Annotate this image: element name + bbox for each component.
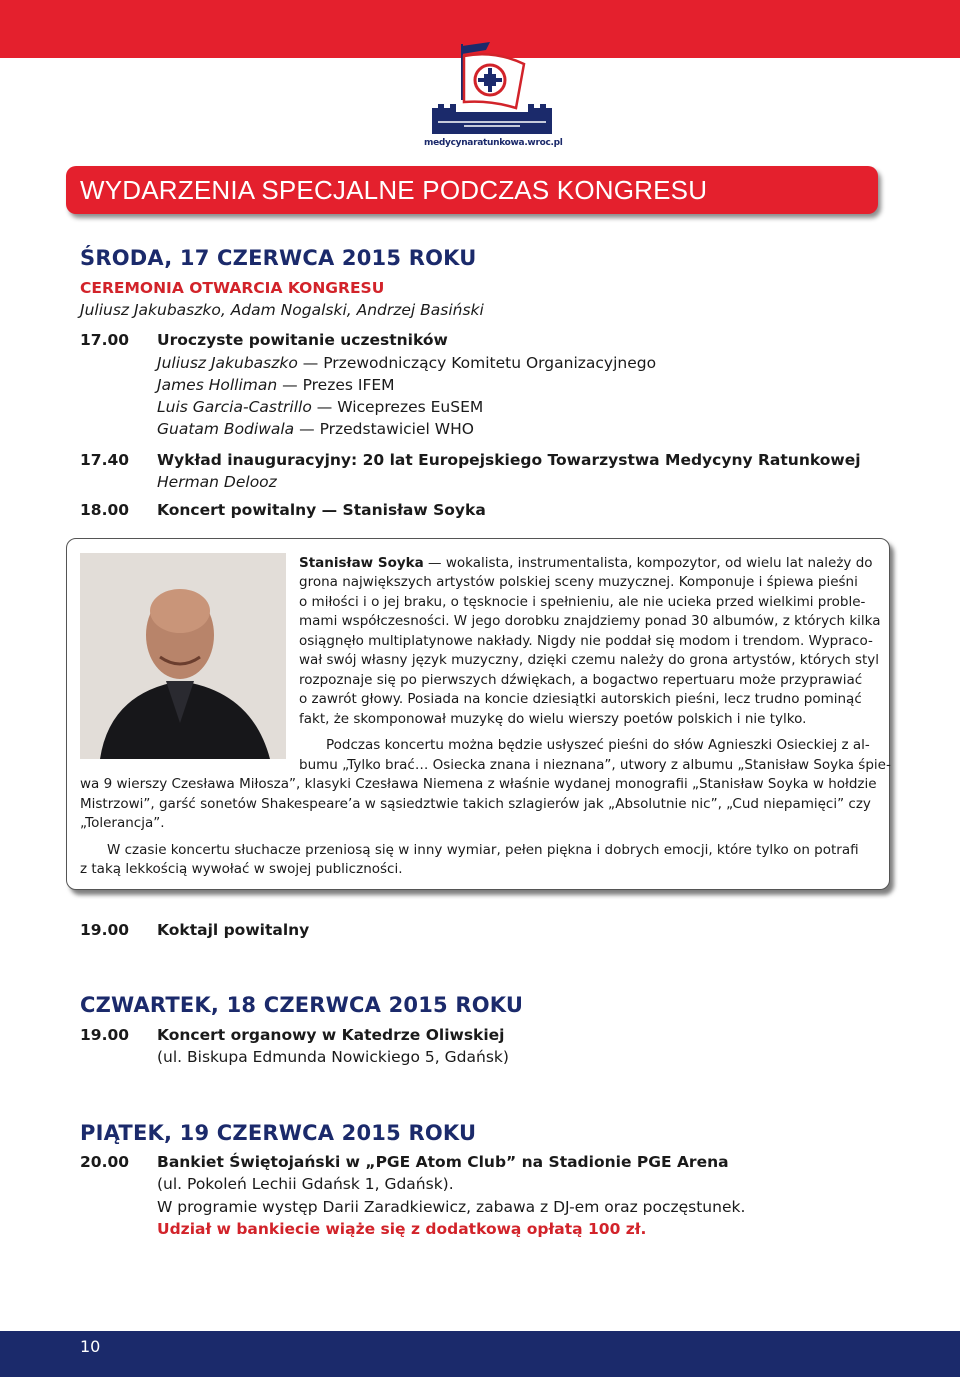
wednesday-heading: ŚRODA, 17 CZERWCA 2015 ROKU (80, 246, 477, 270)
speaker-line: Guatam Bodiwala — Przedstawiciel WHO (157, 420, 474, 438)
bio-line: bumu „Tylko brać… Osiecka znana i nieznana”, utwory z albumu „Stanisław Soyka śpie- (299, 757, 891, 773)
speaker-name: Juliusz Jakubaszko (157, 354, 298, 372)
soyka-photo (80, 553, 286, 759)
ceremony-title: CEREMONIA OTWARCIA KONGRESU (80, 279, 385, 297)
events-banner (66, 166, 878, 214)
bio-line: osiągnęło multiplatynowe nakłady. Nigdy nie poddał się modom i trendom. Wypraco- (299, 633, 873, 649)
event-address: (ul. Biskupa Edmunda Nowickiego 5, Gdańsk) (157, 1048, 509, 1066)
bio-line: mami współczesności. W jego dorobku znajdziemy ponad 30 albumów, z których kilka (299, 613, 881, 629)
page-number: 10 (80, 1337, 101, 1356)
bio-line: wał swój własny język muzyczny, dzięki czemu należy do grona artystów, których styl (299, 652, 880, 668)
speaker-name: James Holliman (157, 376, 278, 394)
speaker-line: Luis Garcia-Castrillo — Wiceprezes EuSEM (157, 398, 484, 416)
speaker-name: Luis Garcia-Castrillo (157, 398, 312, 416)
banner-title: WYDARZENIA SPECJALNE PODCZAS KONGRESU (80, 175, 708, 205)
speaker-role: Prezes IFEM (302, 376, 395, 394)
friday-heading: PIĄTEK, 19 CZERWCA 2015 ROKU (80, 1121, 477, 1145)
event-time: 17.40 (80, 451, 130, 469)
fee-note: Udział w bankiecie wiąże się z dodatkową opłatą 100 zł. (157, 1220, 647, 1238)
event-title: Bankiet Świętojański w „PGE Atom Club” na Stadionie PGE Arena (157, 1153, 729, 1171)
speaker-role: Przewodniczący Komitetu Organizacyjnego (323, 354, 657, 372)
bio-line: Podczas koncertu można będzie usłyszeć pieśni do słów Agnieszki Osieckiej z al- (326, 737, 870, 753)
event-time: 19.00 (80, 1026, 130, 1044)
event-title: Koncert powitalny — Stanisław Soyka (157, 501, 486, 519)
ship-logo-icon (424, 38, 560, 138)
bio-line: W czasie koncertu słuchacze przeniosą się w inny wymiar, pełen piękna i dobrych emocji, które tylko on potrafi (107, 842, 859, 858)
bio-line: „Tolerancja”. (80, 815, 165, 831)
bio-line: rozpoznaje się po pierwszych dźwiękach, a bogactwo repertuaru może przyprawiać (299, 672, 863, 688)
speaker-line: Juliusz Jakubaszko — Przewodniczący Komitetu Organizacyjnego (157, 354, 657, 372)
bio-line: o miłości i o jej braku, o tęsknocie i spełnieniu, ale nie ucieka przed wielkimi proble- (299, 594, 866, 610)
event-address: (ul. Pokoleń Lechii Gdańsk 1, Gdańsk). (157, 1175, 454, 1193)
speaker-name: Guatam Bodiwala (157, 420, 295, 438)
speaker-role: Wiceprezes EuSEM (337, 398, 484, 416)
speaker-line: James Holliman — Prezes IFEM (157, 376, 395, 394)
event-title: Koncert organowy w Katedrze Oliwskiej (157, 1026, 505, 1044)
ceremony-host: Juliusz Jakubaszko, Adam Nogalski, Andrzej Basiński (80, 301, 484, 319)
event-title: Wykład inauguracyjny: 20 lat Europejskiego Towarzystwa Medycyny Ratunkowej (157, 451, 861, 469)
event-program: W programie występ Darii Zaradkiewicz, zabawa z DJ-em oraz poczęstunek. (157, 1198, 746, 1216)
event-time: 19.00 (80, 921, 130, 939)
event-time: 17.00 (80, 331, 130, 349)
speaker-role: Przedstawiciel WHO (319, 420, 474, 438)
bio-name: Stanisław Soyka (299, 555, 424, 571)
bio-line: Mistrzowi”, garść sonetów Shakespeare’a w sąsiedztwie takich szlagierów jak „Absolutnie nic”, „Cud niepamięci” czy (80, 796, 871, 812)
bio-line: grona największych artystów polskiej sceny muzycznej. Komponuje i śpiewa pieśni (299, 574, 858, 590)
lecture-speaker: Herman Delooz (157, 473, 277, 491)
congress-logo (424, 38, 563, 154)
bio-line: fakt, że skomponował muzykę do wielu wierszy poetów polskich i nie tylko. (299, 711, 807, 727)
logo-url[interactable]: medycynaratunkowa.wroc.pl (424, 138, 563, 148)
bio-line: wa 9 wierszy Czesława Miłosza”, klasyki Czesława Niemena z właśnie wydanej monografii „Stanisław Soyka w hołdzie (80, 776, 877, 792)
event-time: 20.00 (80, 1153, 130, 1171)
bio-line: o zawrót głowy. Posiada na koncie dziesiątki autorskich pieśni, lecz trudno pominąć (299, 691, 862, 707)
thursday-heading: CZWARTEK, 18 CZERWCA 2015 ROKU (80, 993, 524, 1017)
bio-line: z taką lekkością wywołać w swojej publiczności. (80, 861, 403, 877)
event-title: Uroczyste powitanie uczestników (157, 331, 448, 349)
bio-first-line: Stanisław Soyka — wokalista, instrumentalista, kompozytor, od wielu lat należy do (299, 555, 873, 571)
event-title: Koktajl powitalny (157, 921, 310, 939)
event-time: 18.00 (80, 501, 130, 519)
footer-bar (0, 1331, 960, 1377)
